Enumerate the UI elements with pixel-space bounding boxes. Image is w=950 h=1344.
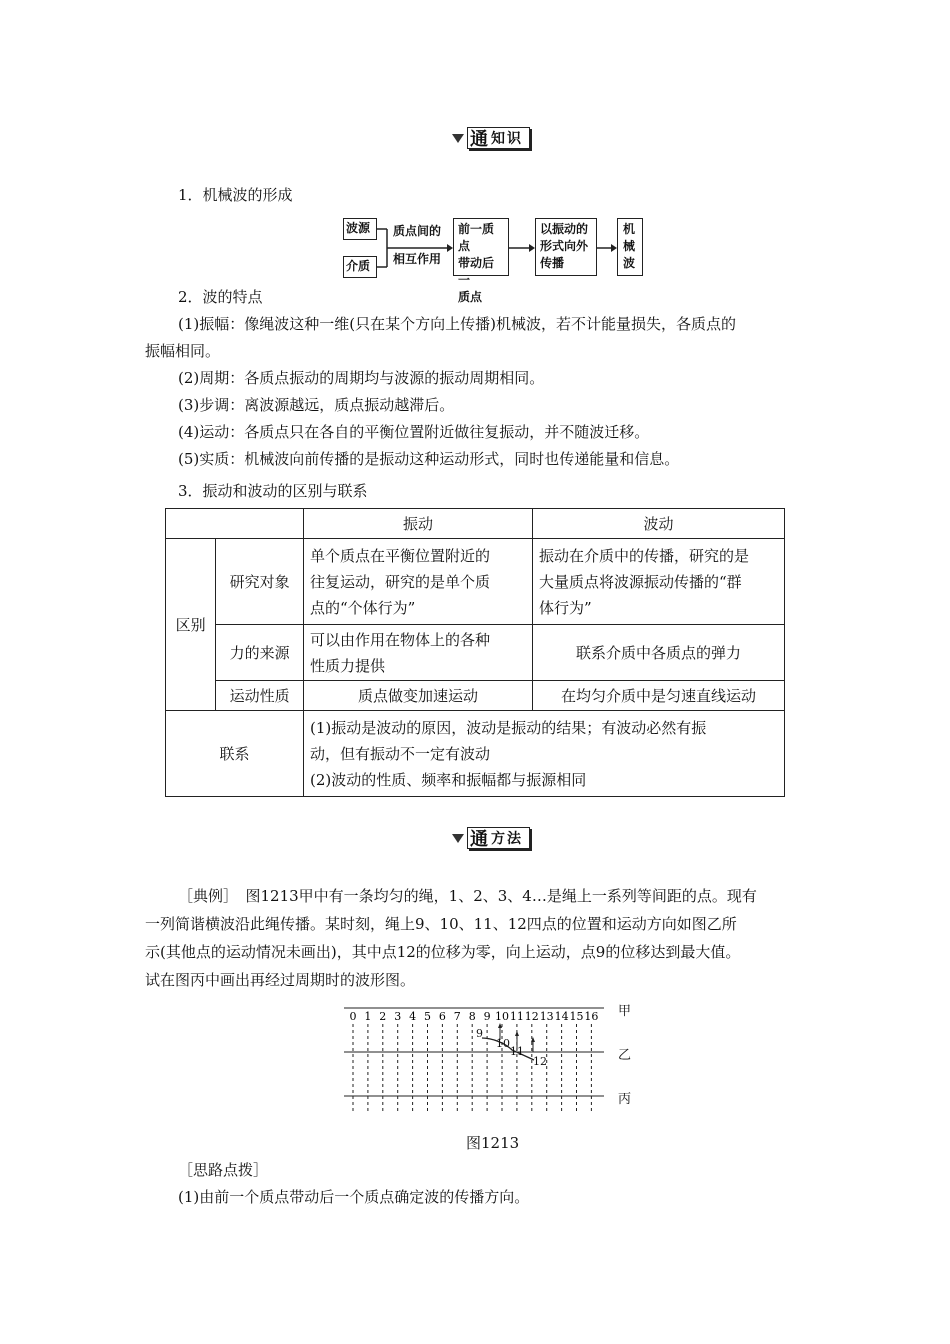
table-row [166,681,785,711]
tick-label-0: 0 [349,1010,357,1023]
tick-label-16: 16 [584,1010,599,1023]
header-wave: 波动 [533,509,785,539]
example-line-3: 示(其他点的运动情况未画出)，其中点12的位移为零，向上运动，点9的位移达到最大值。 [145,943,741,961]
table-header-row [166,509,785,539]
cell-r1-wave: 振动在介质中的传播，研究的是 大量质点将波源振动传播的“群 体行为” [533,539,785,625]
tick-label-4: 4 [409,1010,417,1023]
tick-label-5: 5 [424,1010,431,1023]
tick-label-1: 1 [364,1010,372,1023]
tick-label-8: 8 [468,1010,476,1023]
cell-difference: 区别 [166,539,216,711]
tick-label-11: 11 [509,1010,524,1023]
triangle-icon [452,834,464,843]
cell-link-content: (1)振动是波动的原因，波动是振动的结果；有波动必然有振 动，但有振动不一定有波动 (2)波动的性质、频率和振幅都与振源相同 [304,711,785,797]
tick-label-3: 3 [394,1010,402,1023]
item3-title: 3．振动和波动的区别与联系 [178,482,368,500]
cell-research-object: 研究对象 [216,539,304,625]
label-jia: 甲 [618,1004,632,1019]
figure-caption: 图1213 [466,1134,520,1152]
flow-diagram [343,214,643,304]
point-9-label: 9 [476,1027,483,1040]
cell-link: 联系 [166,711,304,797]
tick-label-13: 13 [539,1010,554,1023]
tick-label-12: 12 [524,1010,539,1023]
cell-r3-vibration: 质点做变加速运动 [304,681,533,711]
cell-r2-vibration: 可以由作用在物体上的各种 性质力提供 [304,625,533,681]
table-corner [166,509,304,539]
example-line-4: 试在图丙中画出再经过周期时的波形图。 [145,971,416,989]
point-12-label: 12 [533,1055,547,1068]
section-badge-knowledge [452,126,530,150]
flow-box-propagate: 以振动的 形式向外 传播 [535,218,597,276]
table-row [166,625,785,681]
tick-label-10: 10 [495,1010,509,1023]
triangle-icon [452,134,464,143]
cell-r3-wave: 在均匀介质中是匀速直线运动 [533,681,785,711]
arrowhead-10 [498,1023,502,1028]
item2-p3: (3)步调：离波源越远，质点振动越滞后。 [178,396,455,414]
table-row [166,539,785,625]
tick-label-15: 15 [569,1010,584,1023]
item2-p1a: (1)振幅：像绳波这种一维(只在某个方向上传播)机械波，若不计能量损失，各质点的 [178,315,736,333]
wave-figure [340,1000,640,1120]
table-row [166,711,785,797]
badge-small-text: 方法 [491,831,523,847]
hint-p1: (1)由前一个质点带动后一个质点确定波的传播方向。 [178,1188,530,1206]
point-10-label: 10 [496,1037,510,1050]
tick-label-14: 14 [554,1010,569,1023]
comparison-table [165,508,785,797]
tick-label-2: 2 [379,1010,387,1023]
flow-box-wave: 机 械 波 [617,218,643,276]
cell-r1-vibration: 单个质点在平衡位置附近的 往复运动，研究的是单个质 点的“个体行为” [304,539,533,625]
wave-figure-svg [340,1000,640,1120]
item2-title: 2．波的特点 [178,288,263,306]
flow-interaction-1: 质点间的 [393,224,442,238]
tick-label-6: 6 [438,1010,446,1023]
flow-interaction-2: 相互作用 [393,252,442,266]
item2-p5: (5)实质：机械波向前传播的是振动这种运动形式，同时也传递能量和信息。 [178,450,680,468]
flow-box-drive: 前一质点 带动后一 质点 [453,218,509,276]
tick-label-7: 7 [453,1010,461,1023]
example-line-2: 一列简谐横波沿此绳传播。某时刻，绳上9、10、11、12四点的位置和运动方向如图乙所 [145,915,737,933]
header-vibration: 振动 [304,509,533,539]
item2-p1b: 振幅相同。 [145,342,221,360]
badge-box [467,127,530,149]
example-line-1: ［典例］ 图1213甲中有一条均匀的绳，1、2、3、4…是绳上一系列等间距的点。现有 [178,887,757,905]
badge-big-char: 通 [470,129,488,150]
flow-box-source: 波源 [343,218,377,240]
item2-p2: (2)周期：各质点振动的周期均与波源的振动周期相同。 [178,369,545,387]
label-yi: 乙 [618,1048,632,1063]
badge-small-text: 知识 [491,131,523,147]
tick-label-9: 9 [483,1010,491,1023]
label-bing: 丙 [618,1092,632,1107]
badge-big-char: 通 [470,829,488,850]
flow-box-medium: 介质 [343,256,377,278]
cell-motion-nature: 运动性质 [216,681,304,711]
hint-title: ［思路点拨］ [178,1161,269,1179]
cell-r2-wave: 联系介质中各质点的弹力 [533,625,785,681]
badge-box [467,827,530,849]
item1-title: 1．机械波的形成 [178,186,293,204]
point-11-label: 11 [510,1045,524,1058]
item2-p4: (4)运动：各质点只在各自的平衡位置附近做往复振动，并不随波迁移。 [178,423,650,441]
cell-force-source: 力的来源 [216,625,304,681]
section-badge-method [452,826,530,850]
